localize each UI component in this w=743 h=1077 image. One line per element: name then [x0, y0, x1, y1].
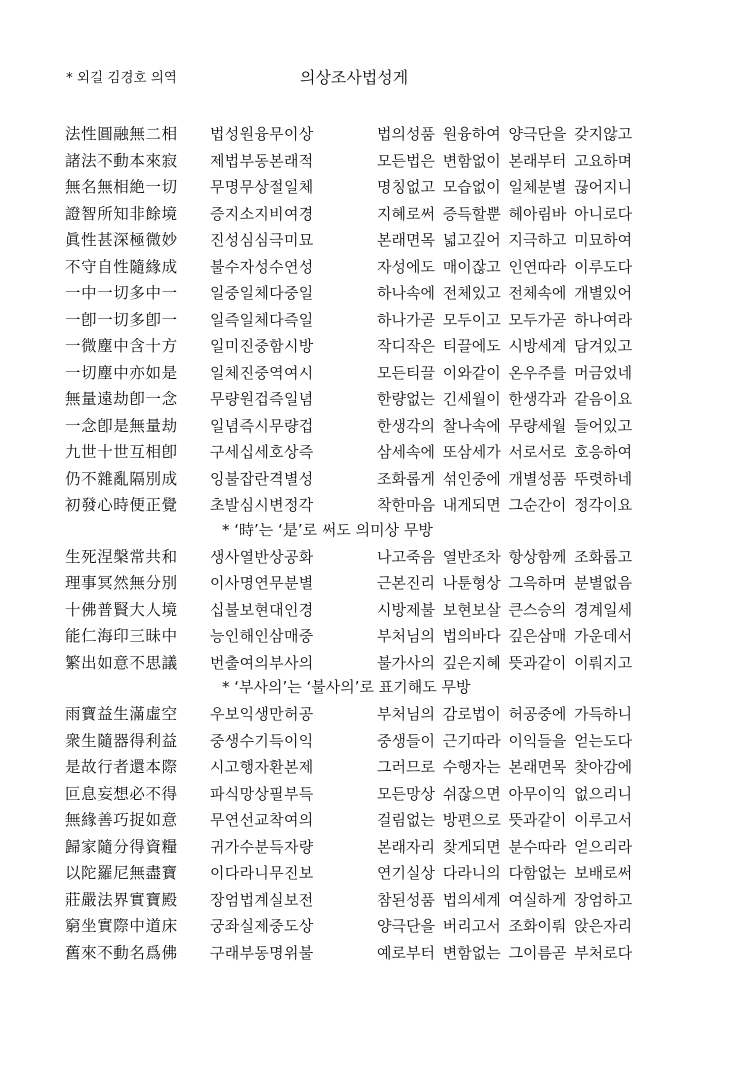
korean-reading: 시고행자환본제 — [210, 758, 314, 776]
korean-reading: 십불보현대인경 — [210, 601, 314, 619]
korean-translation: 법의성품 원융하여 양극단을 갖지않고 — [377, 125, 633, 143]
page-title: 의상조사법성게 — [300, 68, 409, 87]
korean-translation: 본래자리 찾게되면 분수따라 얻으리라 — [377, 838, 633, 856]
hanja-text: 法性圓融無二相 — [65, 125, 178, 143]
korean-translation: 예로부터 변함없는 그이름곧 부처로다 — [377, 944, 633, 962]
hanja-text: 諸法不動本來寂 — [65, 152, 178, 170]
hanja-text: 仍不雜亂隔別成 — [65, 470, 178, 488]
korean-translation: 양극단을 버리고서 조화이뤄 앉은자리 — [377, 917, 633, 935]
korean-reading: 증지소지비여경 — [210, 205, 314, 223]
hanja-text: 窮坐實際中道床 — [65, 917, 178, 935]
hanja-text: 舊來不動名爲佛 — [65, 944, 178, 962]
hanja-text: 一卽一切多卽一 — [65, 311, 178, 329]
korean-translation: 한량없는 긴세월이 한생각과 같음이요 — [377, 390, 633, 408]
annotation-note: * ‘부사의’는 ‘불사의’로 표기해도 무방 — [222, 678, 471, 696]
korean-reading: 궁좌실제중도상 — [210, 917, 314, 935]
korean-translation: 불가사의 깊은지혜 뜻과같이 이뤄지고 — [377, 654, 633, 672]
hanja-text: 衆生隨器得利益 — [65, 732, 178, 750]
korean-reading: 일념즉시무량겁 — [210, 417, 314, 435]
verse-line — [0, 122, 743, 146]
verse-line — [0, 361, 743, 385]
korean-translation: 모든망상 쉬잖으면 아무이익 없으리니 — [377, 785, 633, 803]
korean-reading: 불수자성수연성 — [210, 258, 314, 276]
korean-reading: 구래부동명위불 — [210, 944, 314, 962]
verse-line — [0, 702, 743, 726]
verse-line — [0, 387, 743, 411]
hanja-text: 初發心時便正覺 — [65, 496, 178, 514]
verse-line — [0, 651, 743, 675]
verse-line — [0, 467, 743, 491]
verse-line — [0, 149, 743, 173]
korean-translation: 본래면목 넓고깊어 지극하고 미묘하여 — [377, 231, 633, 249]
korean-reading: 일체진중역여시 — [210, 364, 314, 382]
korean-reading: 잉불잡란격별성 — [210, 470, 314, 488]
korean-translation: 걸림없는 방편으로 뜻과같이 이루고서 — [377, 811, 633, 829]
hanja-text: 一切塵中亦如是 — [65, 364, 178, 382]
korean-reading: 법성원융무이상 — [210, 125, 314, 143]
korean-translation: 모든법은 변함없이 본래부터 고요하며 — [377, 152, 633, 170]
hanja-text: 以陀羅尼無盡寶 — [65, 864, 178, 882]
korean-reading: 일즉일체다즉일 — [210, 311, 314, 329]
korean-translation: 삼세속에 또삼세가 서로서로 호응하여 — [377, 443, 633, 461]
korean-reading: 제법부동본래적 — [210, 152, 314, 170]
korean-translation: 하나가곧 모두이고 모두가곧 하나여라 — [377, 311, 633, 329]
korean-translation: 시방제불 보현보살 큰스승의 경계일세 — [377, 601, 633, 619]
korean-translation: 지혜로써 증득할뿐 헤아림바 아니로다 — [377, 205, 633, 223]
verse-line — [0, 914, 743, 938]
verse-line — [0, 202, 743, 226]
hanja-text: 理事冥然無分別 — [65, 574, 178, 592]
korean-translation: 조화롭게 섞인중에 개별성품 뚜렷하네 — [377, 470, 633, 488]
korean-reading: 일미진중함시방 — [210, 337, 314, 355]
verse-line — [0, 861, 743, 885]
korean-reading: 초발심시변정각 — [210, 496, 314, 514]
korean-translation: 자성에도 매이잖고 인연따라 이루도다 — [377, 258, 633, 276]
hanja-text: 莊嚴法界實寶殿 — [65, 891, 178, 909]
korean-translation: 하나속에 전체있고 전체속에 개별있어 — [377, 284, 633, 302]
korean-translation: 그러므로 수행자는 본래면목 찾아감에 — [377, 758, 633, 776]
hanja-text: 一微塵中含十方 — [65, 337, 178, 355]
hanja-text: 眞性甚深極微妙 — [65, 231, 178, 249]
hanja-text: 九世十世互相卽 — [65, 443, 178, 461]
hanja-text: 繁出如意不思議 — [65, 654, 178, 672]
hanja-text: 歸家隨分得資糧 — [65, 838, 178, 856]
korean-reading: 중생수기득이익 — [210, 732, 314, 750]
korean-reading: 우보익생만허공 — [210, 705, 314, 723]
korean-reading: 귀가수분득자량 — [210, 838, 314, 856]
hanja-text: 十佛普賢大人境 — [65, 601, 178, 619]
hanja-text: 一念卽是無量劫 — [65, 417, 178, 435]
verse-line — [0, 545, 743, 569]
korean-reading: 일중일체다중일 — [210, 284, 314, 302]
korean-translation: 부처님의 감로법이 허공중에 가득하니 — [377, 705, 633, 723]
verse-line — [0, 334, 743, 358]
korean-reading: 능인해인삼매중 — [210, 627, 314, 645]
korean-translation: 작디작은 티끌에도 시방세계 담겨있고 — [377, 337, 633, 355]
verse-line — [0, 782, 743, 806]
hanja-text: 無名無相絶一切 — [65, 178, 178, 196]
korean-reading: 생사열반상공화 — [210, 548, 314, 566]
korean-translation: 한생각의 찰나속에 무량세월 들어있고 — [377, 417, 633, 435]
korean-translation: 착한마음 내게되면 그순간이 정각이요 — [377, 496, 633, 514]
korean-reading: 무량원겁즉일념 — [210, 390, 314, 408]
verse-line — [0, 941, 743, 965]
korean-reading: 이다라니무진보 — [210, 864, 314, 882]
korean-translation: 모든티끌 이와같이 온우주를 머금었네 — [377, 364, 633, 382]
korean-reading: 무명무상절일체 — [210, 178, 314, 196]
verse-line — [0, 835, 743, 859]
verse-line — [0, 281, 743, 305]
korean-translation: 부처님의 법의바다 깊은삼매 가운데서 — [377, 627, 633, 645]
hanja-text: 無緣善巧捉如意 — [65, 811, 178, 829]
annotation-note: * ‘時’는 ‘是’로 써도 의미상 무방 — [222, 521, 433, 539]
korean-reading: 파식망상필부득 — [210, 785, 314, 803]
verse-line — [0, 440, 743, 464]
verse-line — [0, 414, 743, 438]
hanja-text: 雨寶益生滿虛空 — [65, 705, 178, 723]
korean-reading: 무연선교착여의 — [210, 811, 314, 829]
translator-credit: * 외길 김경호 의역 — [66, 70, 177, 86]
hanja-text: 一中一切多中一 — [65, 284, 178, 302]
hanja-text: 是故行者還本際 — [65, 758, 178, 776]
korean-translation: 연기실상 다라니의 다함없는 보배로써 — [377, 864, 633, 882]
korean-reading: 구세십세호상즉 — [210, 443, 314, 461]
verse-line — [0, 308, 743, 332]
verse-line — [0, 624, 743, 648]
verse-line — [0, 255, 743, 279]
verse-line — [0, 228, 743, 252]
korean-translation: 나고죽음 열반조차 항상함께 조화롭고 — [377, 548, 633, 566]
korean-translation: 중생들이 근기따라 이익들을 얻는도다 — [377, 732, 633, 750]
korean-reading: 진성심심극미묘 — [210, 231, 314, 249]
korean-translation: 명칭없고 모습없이 일체분별 끊어지니 — [377, 178, 633, 196]
korean-reading: 번출여의부사의 — [210, 654, 314, 672]
verse-line — [0, 729, 743, 753]
hanja-text: 不守自性隨緣成 — [65, 258, 178, 276]
hanja-text: 證智所知非餘境 — [65, 205, 178, 223]
hanja-text: 能仁海印三昧中 — [65, 627, 178, 645]
korean-translation: 참된성품 법의세계 여실하게 장엄하고 — [377, 891, 633, 909]
verse-line — [0, 493, 743, 517]
korean-translation: 근본진리 나툰형상 그윽하며 분별없음 — [377, 574, 633, 592]
verse-line — [0, 598, 743, 622]
hanja-text: 無量遠劫卽一念 — [65, 390, 178, 408]
verse-line — [0, 755, 743, 779]
verse-line — [0, 888, 743, 912]
hanja-text: 生死涅槃常共和 — [65, 548, 178, 566]
korean-reading: 이사명연무분별 — [210, 574, 314, 592]
verse-line — [0, 571, 743, 595]
verse-line — [0, 808, 743, 832]
hanja-text: 叵息妄想必不得 — [65, 785, 178, 803]
korean-reading: 장엄법계실보전 — [210, 891, 314, 909]
verse-line — [0, 175, 743, 199]
